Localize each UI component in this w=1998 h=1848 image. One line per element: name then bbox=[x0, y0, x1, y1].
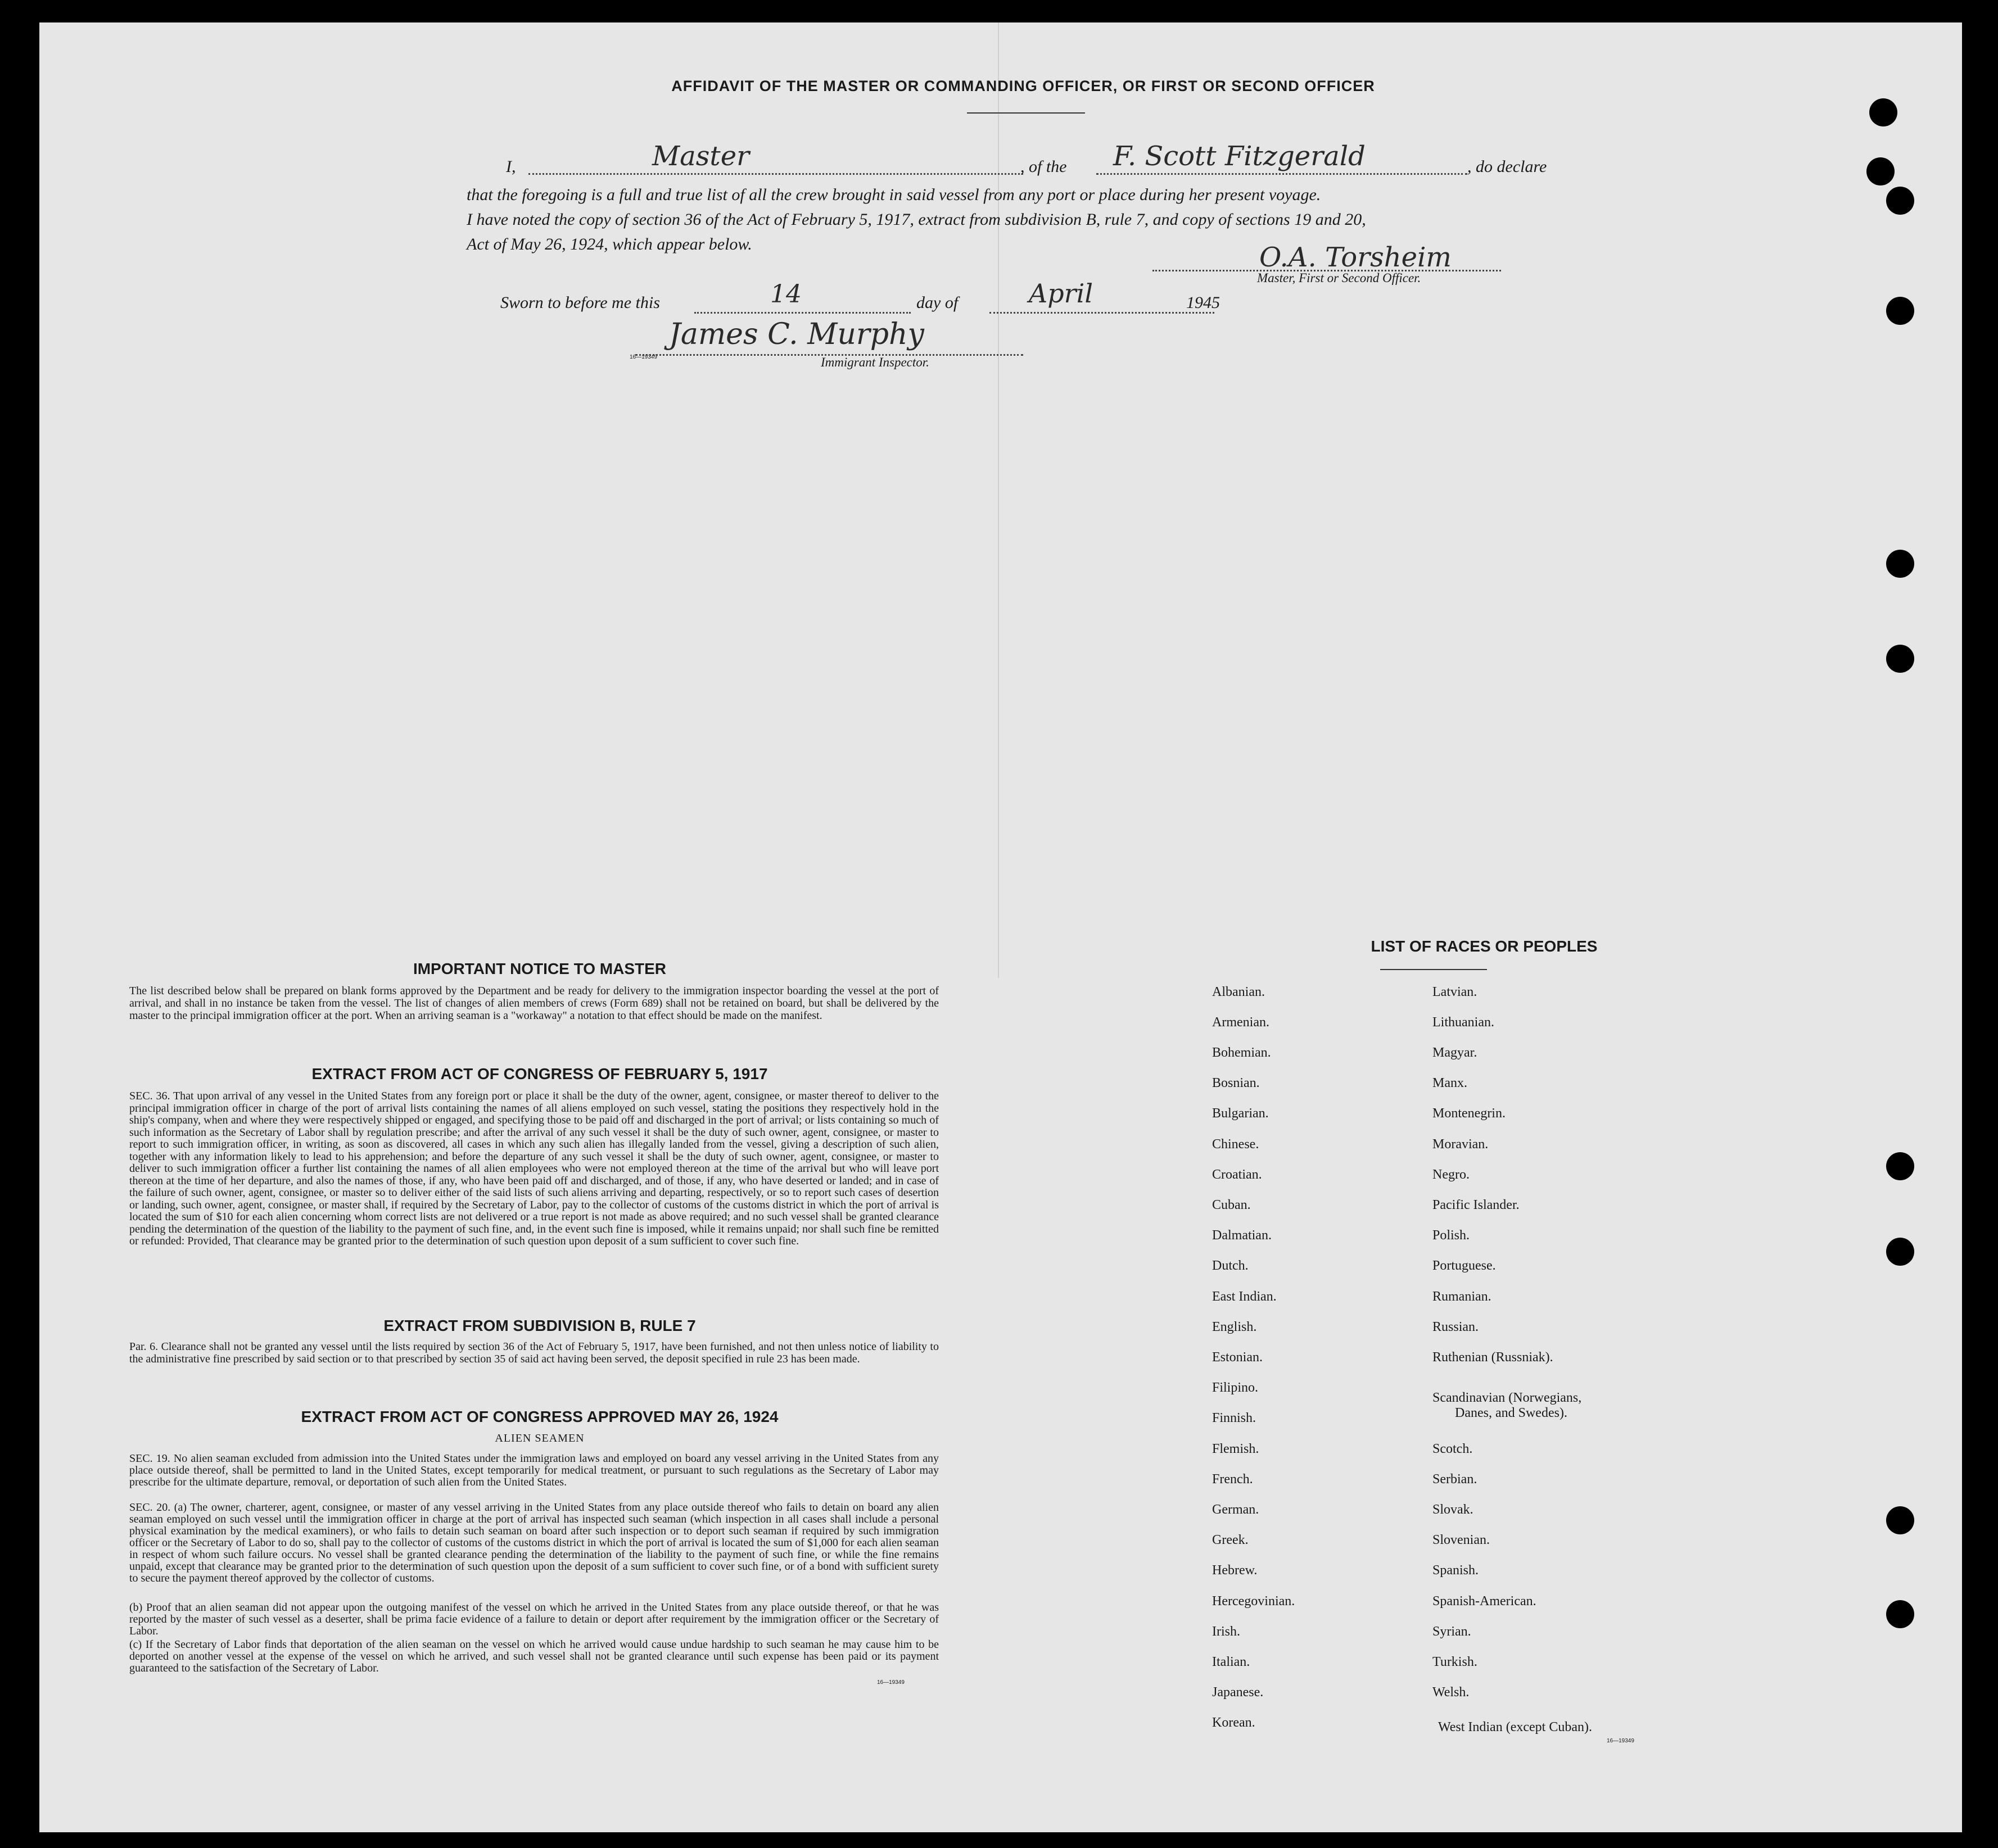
race-item: Rumanian. bbox=[1432, 1289, 1491, 1304]
race-item: Latvian. bbox=[1432, 985, 1477, 999]
race-item: Montenegrin. bbox=[1432, 1106, 1506, 1121]
binder-hole bbox=[1886, 187, 1914, 215]
race-item: Pacific Islander. bbox=[1432, 1198, 1520, 1212]
binder-hole bbox=[1886, 1152, 1914, 1180]
affidavit-form-number: 16—19349 bbox=[630, 354, 657, 360]
affidavit-line-2: I have noted the copy of section 36 of the Act of February 5, 1917, extract from subdivision B, rule 7, and copy of sections 19 and 20, bbox=[467, 210, 1366, 229]
race-item: Danes, and Swedes). bbox=[1455, 1406, 1567, 1420]
affidavit-line-1: that the foregoing is a full and true list of all the crew brought in said vessel from any port or place during her present voyage. bbox=[467, 185, 1321, 204]
race-item: Albanian. bbox=[1212, 985, 1265, 999]
race-item: Spanish-American. bbox=[1432, 1594, 1536, 1609]
rank-line bbox=[528, 167, 1023, 175]
extract-1917-title: EXTRACT FROM ACT OF CONGRESS OF FEBRUARY 5, 1917 bbox=[311, 1065, 768, 1082]
race-item: East Indian. bbox=[1212, 1289, 1277, 1304]
race-item: French. bbox=[1212, 1472, 1253, 1487]
race-item: Polish. bbox=[1432, 1228, 1470, 1243]
race-item: Spanish. bbox=[1432, 1563, 1479, 1578]
race-item: Dutch. bbox=[1212, 1258, 1249, 1273]
officer-signature: O.A. Torsheim bbox=[1259, 242, 1452, 273]
race-item: Bulgarian. bbox=[1212, 1106, 1269, 1121]
binder-hole bbox=[1886, 550, 1914, 578]
race-item: Welsh. bbox=[1432, 1685, 1470, 1700]
race-item: Scandinavian (Norwegians, bbox=[1432, 1390, 1582, 1405]
extract-1924-form-number: 16—19349 bbox=[877, 1679, 905, 1686]
year-value: 1945 bbox=[1186, 293, 1220, 312]
officer-caption: Master, First or Second Officer. bbox=[1257, 271, 1421, 285]
extract-1924-title: EXTRACT FROM ACT OF CONGRESS APPROVED MAY 26, 1924 bbox=[301, 1408, 779, 1425]
races-title-rule bbox=[1380, 969, 1487, 970]
race-item: Flemish. bbox=[1212, 1442, 1259, 1456]
sworn-label: Sworn to before me this bbox=[500, 293, 660, 312]
affidavit-line-3: Act of May 26, 1924, which appear below. bbox=[467, 235, 752, 253]
affidavit-title: AFFIDAVIT OF THE MASTER OR COMMANDING OFFICER, OR FIRST OR SECOND OFFICER bbox=[671, 78, 1375, 94]
inspector-caption: Immigrant Inspector. bbox=[821, 355, 929, 369]
race-item: Slovenian. bbox=[1432, 1533, 1490, 1547]
race-item: Croatian. bbox=[1212, 1167, 1262, 1182]
race-item: Serbian. bbox=[1432, 1472, 1477, 1487]
extract-1924-subtitle: ALIEN SEAMEN bbox=[495, 1432, 585, 1444]
race-item: Bohemian. bbox=[1212, 1045, 1271, 1060]
binder-hole bbox=[1886, 1238, 1914, 1266]
notice-title: IMPORTANT NOTICE TO MASTER bbox=[413, 960, 667, 977]
binder-hole bbox=[1886, 1600, 1914, 1628]
race-item: Lithuanian. bbox=[1432, 1015, 1494, 1030]
day-line bbox=[694, 306, 911, 314]
month-line bbox=[989, 306, 1214, 314]
race-item: Cuban. bbox=[1212, 1198, 1251, 1212]
race-item: West Indian (except Cuban). bbox=[1438, 1720, 1592, 1734]
race-item: Slovak. bbox=[1432, 1502, 1473, 1517]
race-item: Irish. bbox=[1212, 1624, 1240, 1639]
day-of-label: day of bbox=[916, 293, 959, 312]
race-item: Scotch. bbox=[1432, 1442, 1473, 1456]
race-item: Italian. bbox=[1212, 1655, 1250, 1669]
binder-hole bbox=[1886, 1506, 1914, 1534]
race-item: Bosnian. bbox=[1212, 1076, 1260, 1090]
race-item: Portuguese. bbox=[1432, 1258, 1496, 1273]
race-item: Korean. bbox=[1212, 1715, 1255, 1730]
races-title: LIST OF RACES OR PEOPLES bbox=[1371, 937, 1598, 955]
day-handwritten: 14 bbox=[770, 280, 802, 309]
race-item: German. bbox=[1212, 1502, 1259, 1517]
race-item: Finnish. bbox=[1212, 1411, 1256, 1425]
races-form-number: 16—19349 bbox=[1607, 1738, 1634, 1744]
race-item: Greek. bbox=[1212, 1533, 1249, 1547]
race-item: Magyar. bbox=[1432, 1045, 1477, 1060]
race-item: Dalmatian. bbox=[1212, 1228, 1272, 1243]
subdivision-b-title: EXTRACT FROM SUBDIVISION B, RULE 7 bbox=[383, 1317, 696, 1334]
extract-1917-body: SEC. 36. That upon arrival of any vessel in the United States from any foreign port or place it shall be the duty of the owner, agent, consignee, or master thereof to deliver to the principal immigration officer in charge of the port of arrival lists containing the names of all aliens employed on such vessel, stating the positions they respectively hold in the ship's company, when and where they were respectively shipped or engaged, and specifying those to be paid off and discharged in the port of arrival; or lists containing so much of such information as the Secretary of Labor shall by regulation prescribe; and after the arrival of any such vessel it shall be the duty of such owner, agent, consignee, or master to report to such immigration officer, in writing, as soon as discovered, all cases in which any such alien has illegally landed from the vessel, giving a description of such alien, together with any information likely to lead to his apprehension; and before the departure of any such vessel it shall be the duty of such owner, agent, consignee, or master to deliver to such immigration officer a further list containing the names of all alien employees who were not employed thereon at the time of the arrival but who will leave port thereon at the time of her departure, and also the names of those, if any, who have been paid off and discharged, and of those, if any, who have deserted or landed; and in case of the failure of such owner, agent, consignee, or master so to deliver either of the said lists of such aliens arriving and departing, respectively, or so to report such cases of desertion or landing, such owner, agent, consignee, or master shall, if required by the Secretary of Labor, pay to the collector of customs of the customs district in which the port of arrival is located the sum of $10 for each alien concerning whom correct lists are not delivered or a true report is not made as above required; and no such vessel shall be granted clearance pending the determination of the question of the liability to the payment of such fine, and, in the event such fine is imposed, while it remains unpaid; nor shall such fine be remitted or refunded: Provided, That clearance may be granted prior to the determination of such question upon deposit of a sum sufficient to cover such fine. bbox=[129, 1090, 939, 1247]
vessel-name-handwritten: F. Scott Fitzgerald bbox=[1113, 141, 1366, 172]
notice-body: The list described below shall be prepared on blank forms approved by the Department and be ready for delivery to the immigration inspector boarding the vessel at the port of arrival, and shall in no instance be taken from the vessel. The list of changes of alien members of crews (Form 689) shall not be retained on board, but shall be delivered by the master to the principal immigration officer at the port. When an arriving seaman is a "workaway" a notation to that effect should be made on the manifest. bbox=[129, 985, 939, 1022]
subdivision-b-body: Par. 6. Clearance shall not be granted any vessel until the lists required by section 36 of the Act of February 5, 1917, have been furnished, and not then unless notice of liability to the administrative fine prescribed by said section or to that prescribed by section 35 of said act having been served, the deposit specified in rule 23 has been made. bbox=[129, 1340, 939, 1365]
extract-1924-sec20c: (c) If the Secretary of Labor finds that deportation of the alien seaman on the vessel on which he arrived would cause undue hardship to such seaman he may cause him to be deported on another vessel at the expense of the vessel on which he arrived, and such vessel shall not be granted clearance until such expense has been paid or its payment guaranteed to the satisfaction of the Secretary of Labor. bbox=[129, 1638, 939, 1674]
extract-1924-sec20a: SEC. 20. (a) The owner, charterer, agent, consignee, or master of any vessel arriving in the United States from any place outside thereof who fails to detain on board any alien seaman employed on such vessel until the immigration officer in charge at the port of arrival has inspected such seaman (which inspection in all cases shall include a personal physical examination by the medical examiners), or who fails to detain such seaman on board after such inspection or to deport such seaman if required by such immigration officer or the Secretary of Labor to do so, shall pay to the collector of customs of the customs district in which the port of arrival is located the sum of $1,000 for each alien seaman in respect of whom such failure occurs. No vessel shall be granted clearance pending the determination of the liability to the payment of such fine, or while the fine remains unpaid, except that clearance may be granted prior to the determination of such question upon the deposit of a sum sufficient to cover such fine, or of a bond with sufficient surety to secure the payment thereof approved by the collector of customs. bbox=[129, 1501, 939, 1584]
binder-hole bbox=[1886, 645, 1914, 673]
declare-label: , do declare bbox=[1467, 157, 1547, 176]
extract-1924-sec20b: (b) Proof that an alien seaman did not appear upon the outgoing manifest of the vessel on which he arrived in the United States from any place outside thereof, or that he was reported by the master of such vessel as a deserter, shall be prima facie evidence of a failure to detain or deport after requirement by the immigration officer or the Secretary of Labor. bbox=[129, 1601, 939, 1637]
race-item: Syrian. bbox=[1432, 1624, 1471, 1639]
race-item: Hercegovinian. bbox=[1212, 1594, 1295, 1609]
race-item: Negro. bbox=[1432, 1167, 1470, 1182]
extract-1924-sec19: SEC. 19. No alien seaman excluded from admission into the United States under the immigration laws and employed on board any vessel arriving in the United States from any place outside thereof, shall be permitted to land in the United States, except temporarily for medical treatment, or pursuant to such regulations as the Secretary of Labor may prescribe for the ultimate departure, removal, or deportation of such alien from the United States. bbox=[129, 1452, 939, 1488]
race-item: Hebrew. bbox=[1212, 1563, 1258, 1578]
race-item: Russian. bbox=[1432, 1320, 1479, 1334]
of-the-label: , of the bbox=[1020, 157, 1067, 176]
inspector-signature: James C. Murphy bbox=[669, 318, 924, 351]
document-page bbox=[39, 22, 1962, 1832]
race-item: Chinese. bbox=[1212, 1137, 1259, 1152]
race-item: Turkish. bbox=[1432, 1655, 1477, 1669]
binder-hole bbox=[1866, 157, 1895, 185]
race-item: English. bbox=[1212, 1320, 1257, 1334]
page-fold bbox=[998, 22, 999, 978]
title-rule bbox=[967, 112, 1085, 114]
race-item: Filipino. bbox=[1212, 1380, 1259, 1395]
affidavit-i-label: I, bbox=[506, 157, 516, 176]
race-item: Ruthenian (Russniak). bbox=[1432, 1350, 1553, 1365]
race-item: Japanese. bbox=[1212, 1685, 1264, 1700]
race-item: Armenian. bbox=[1212, 1015, 1269, 1030]
month-handwritten: April bbox=[1029, 278, 1093, 309]
binder-hole bbox=[1886, 297, 1914, 325]
officer-rank-handwritten: Master bbox=[652, 141, 750, 172]
race-item: Moravian. bbox=[1432, 1137, 1489, 1152]
race-item: Estonian. bbox=[1212, 1350, 1263, 1365]
race-item: Manx. bbox=[1432, 1076, 1467, 1090]
binder-hole bbox=[1869, 98, 1897, 126]
